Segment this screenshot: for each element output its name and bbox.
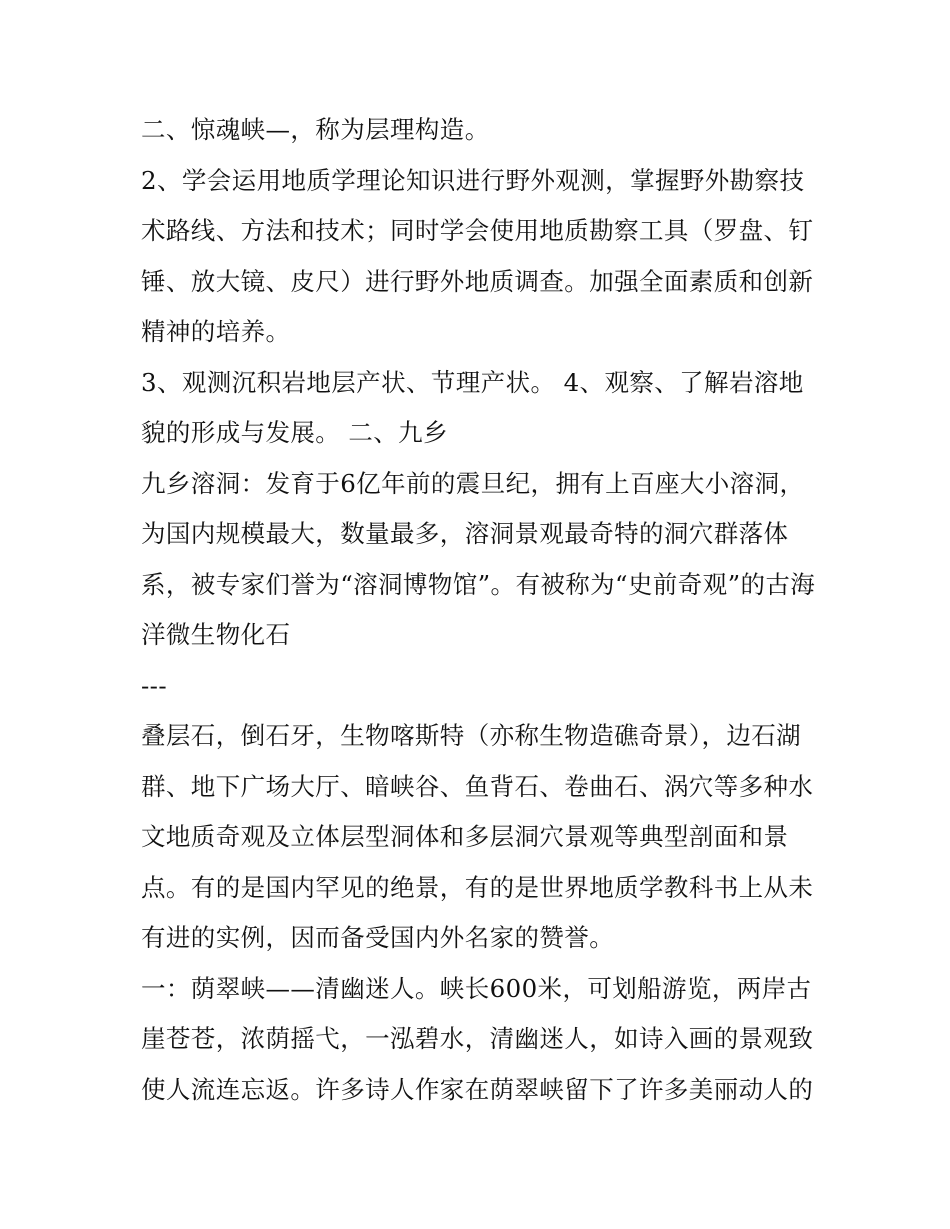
- text-line: 洋微生物化石: [141, 620, 291, 649]
- text-line: 2、学会运用地质学理论知识进行野外观测，掌握野外勘察技: [141, 165, 805, 195]
- text-line-section-heading-yincuixia: 一：荫翠峡——清幽迷人。峡长600米，可划船游览，两岸古: [141, 973, 812, 1003]
- text-line: 文地质奇观及立体层型洞体和多层洞穴景观等典型剖面和景: [141, 822, 789, 851]
- text-line: 3、观测沉积岩地层产状、节理产状。 4、观察、了解岩溶地: [141, 367, 804, 397]
- text-line: 崖苍苍，浓荫摇弋，一泓碧水，清幽迷人，如诗入画的景观致: [141, 1024, 814, 1053]
- text-line: 点。有的是国内罕见的绝景，有的是世界地质学教科书上从未: [141, 872, 814, 902]
- text-line: 群、地下广场大厅、暗峡谷、鱼背石、卷曲石、涡穴等多种水: [141, 771, 814, 801]
- text-line-section-heading-jinghunxia: 二、惊魂峡—，称为层理构造。: [141, 115, 490, 144]
- text-line: 系，被专家们誉为“溶洞博物馆”。有被称为“史前奇观”的古海: [141, 569, 816, 599]
- separator-line: ---: [141, 670, 168, 700]
- text-line: 叠层石，倒石牙，生物喀斯特（亦称生物造礁奇景），边石湖: [141, 721, 802, 750]
- document-body: [141, 109, 831, 1119]
- text-line: 为国内规模最大，数量最多，溶洞景观最奇特的洞穴群落体: [141, 519, 789, 548]
- text-line: 术路线、方法和技术；同时学会使用地质勘察工具（罗盘、钉: [141, 216, 814, 245]
- text-line: 貌的形成与发展。 二、九乡: [141, 418, 448, 447]
- text-line: 有进的实例，因而备受国内外名家的赞誉。: [141, 923, 615, 952]
- text-line: 使人流连忘返。许多诗人作家在荫翠峡留下了许多美丽动人的: [141, 1074, 814, 1104]
- text-line: 九乡溶洞：发育于6亿年前的震旦纪，拥有上百座大小溶洞，: [141, 468, 805, 498]
- text-line: 精神的培养。: [141, 317, 291, 346]
- text-line: 锤、放大镜、皮尺）进行野外地质调查。加强全面素质和创新: [141, 266, 814, 296]
